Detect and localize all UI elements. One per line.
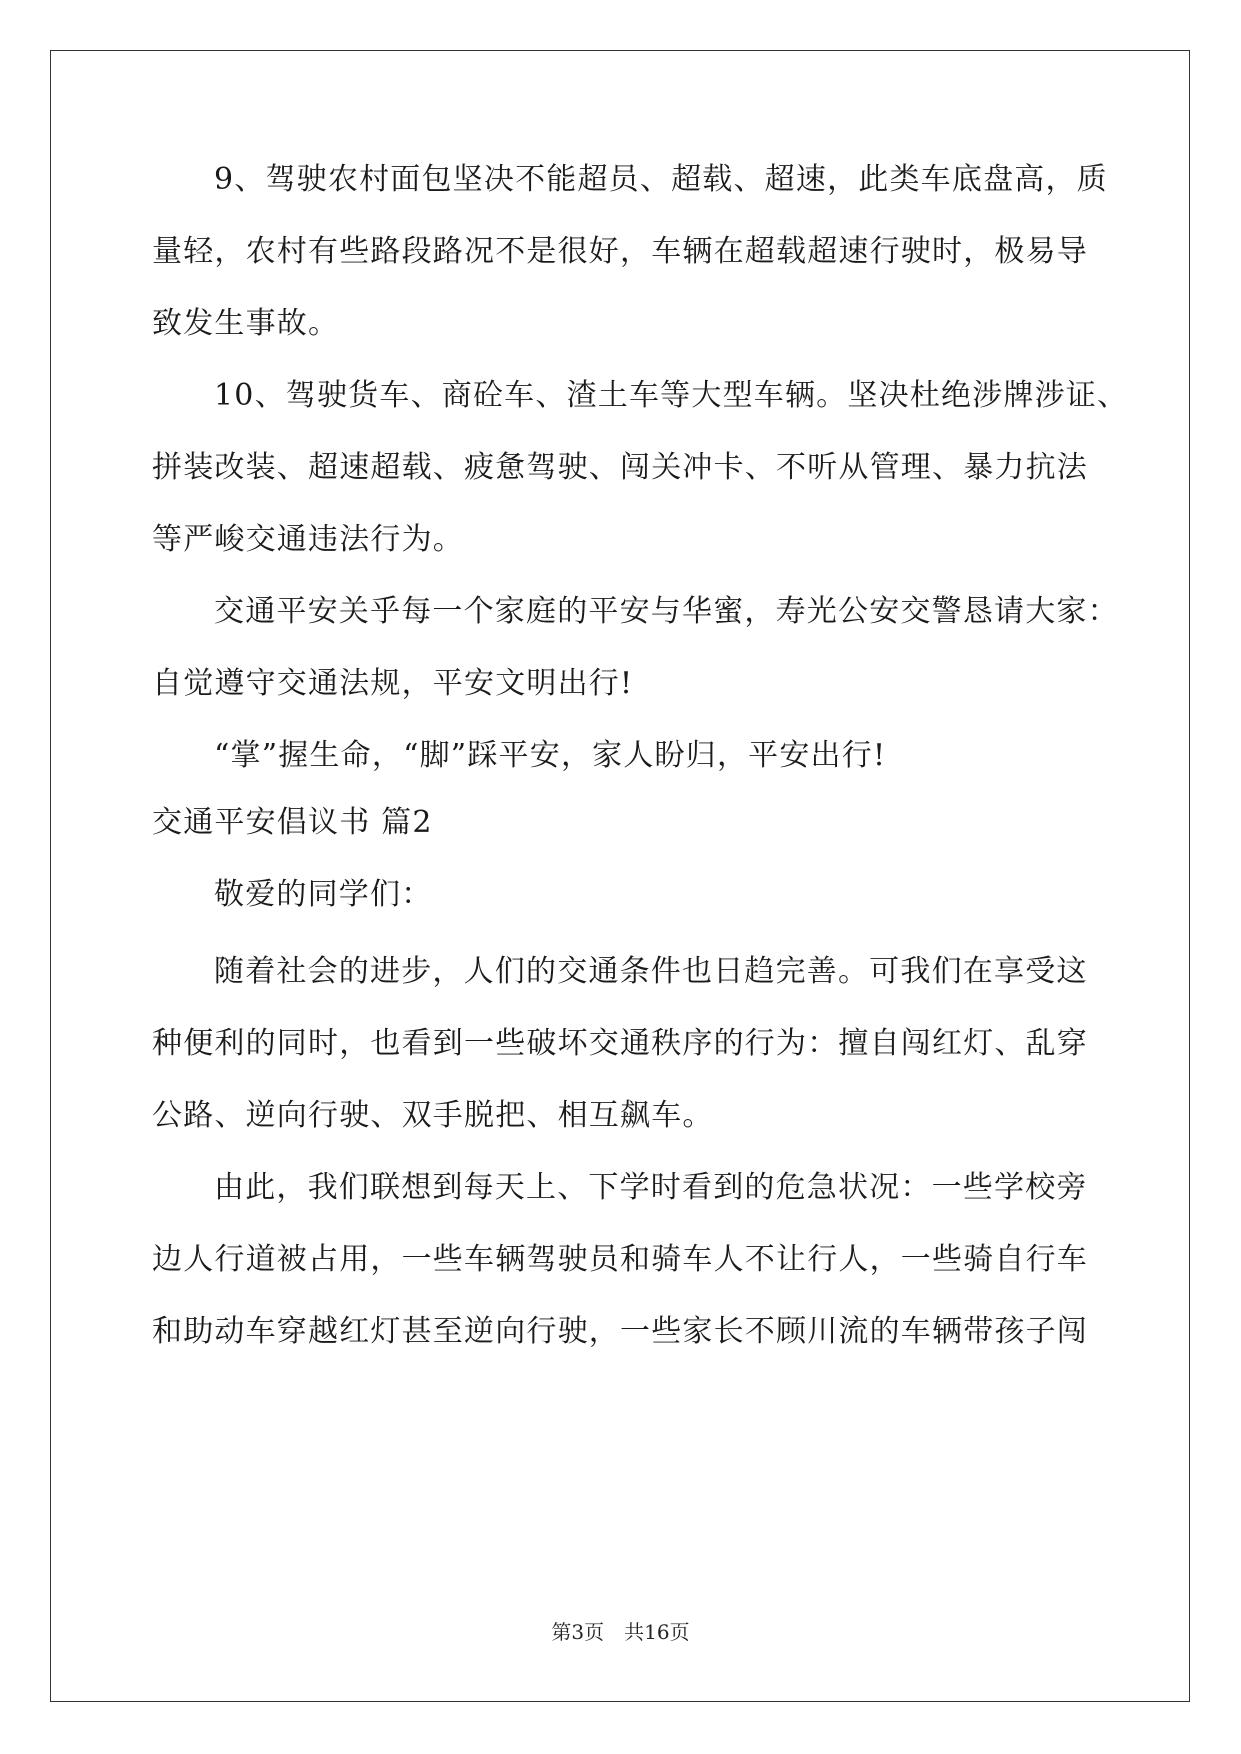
paragraph-line: 9、驾驶农村面包坚决不能超员、超载、超速，此类车底盘高，质 [214,162,1108,197]
paragraph-line: 10、驾驶货车、商砼车、渣土车等大型车辆。坚决杜绝涉牌涉证、 [214,378,1129,413]
paragraph-line: 自觉遵守交通法规，平安文明出行! [152,666,634,701]
greeting: 敬爱的同学们： [214,877,433,912]
paragraph-line: 拼装改装、超速超载、疲惫驾驶、闯关冲卡、不听从管理、暴力抗法 [152,450,1088,485]
paragraph-line: 等严峻交通违法行为。 [152,522,464,557]
paragraph-line: 交通平安关乎每一个家庭的平安与华蜜，寿光公安交警恳请大家： [214,594,1119,629]
paragraph-line: 和助动车穿越红灯甚至逆向行驶，一些家长不顾川流的车辆带孩子闯 [152,1314,1088,1349]
paragraph-line: 由此，我们联想到每天上、下学时看到的危急状况：一些学校旁 [214,1170,1088,1205]
paragraph-line: 种便利的同时，也看到一些破坏交通秩序的行为：擅自闯红灯、乱穿 [152,1026,1088,1061]
paragraph-line: 量轻，农村有些路段路况不是很好，车辆在超载超速行驶时，极易导 [152,234,1088,269]
page-footer: 第3页 共16页 [551,1620,690,1644]
paragraph-line: “掌”握生命，“脚”踩平安，家人盼归，平安出行! [214,738,887,773]
paragraph-line: 公路、逆向行驶、双手脱把、相互飙车。 [152,1098,714,1133]
paragraph-line: 随着社会的进步，人们的交通条件也日趋完善。可我们在享受这 [214,954,1088,989]
paragraph-line: 致发生事故。 [152,306,340,341]
section-heading: 交通平安倡议书 篇2 [152,805,433,840]
paragraph-line: 边人行道被占用，一些车辆驾驶员和骑车人不让行人，一些骑自行车 [152,1242,1088,1277]
